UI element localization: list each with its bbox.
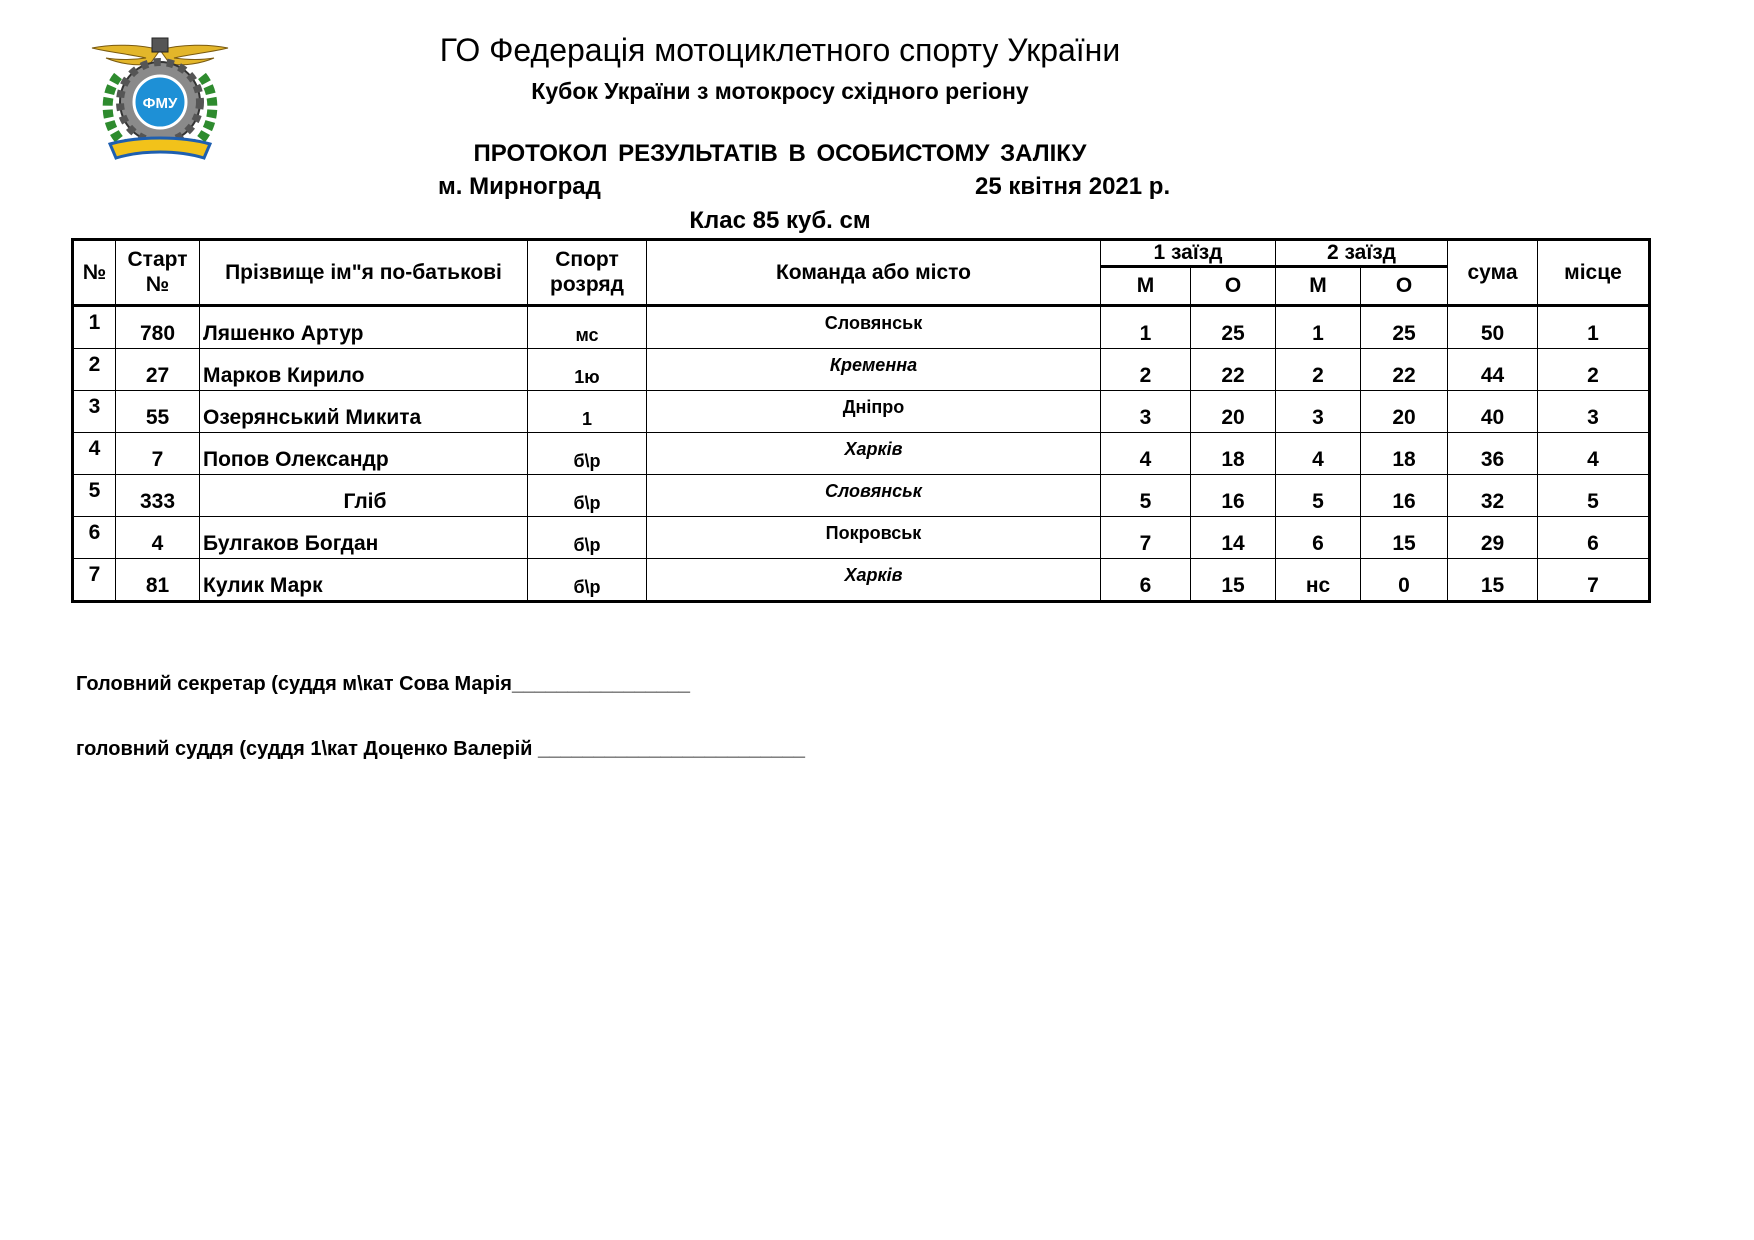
cell-rank: 1ю (528, 349, 647, 391)
cell-start: 55 (116, 391, 200, 433)
cell-run2-m: 5 (1276, 475, 1361, 517)
cell-total: 44 (1448, 349, 1538, 391)
signature-line-chief-judge: головний суддя (суддя 1\кат Доценко Валерій ________________________ (76, 738, 805, 760)
cell-run1-m: 4 (1101, 433, 1191, 475)
protocol-title: ПРОТОКОЛ РЕЗУЛЬТАТІВ В ОСОБИСТОМУ ЗАЛІКУ (473, 140, 1087, 167)
cell-start: 333 (116, 475, 200, 517)
cell-place: 4 (1538, 433, 1650, 475)
cell-total: 15 (1448, 559, 1538, 602)
cell-place: 6 (1538, 517, 1650, 559)
cell-run1-o: 20 (1191, 391, 1276, 433)
cell-run2-m: 3 (1276, 391, 1361, 433)
header-run-2-o: О (1361, 267, 1448, 306)
cell-run2-m: 1 (1276, 306, 1361, 349)
cell-num: 6 (73, 517, 116, 559)
table-body (73, 306, 1650, 602)
header-total: сума (1448, 240, 1538, 306)
cell-run1-o: 25 (1191, 306, 1276, 349)
cell-run1-m: 6 (1101, 559, 1191, 602)
cell-run2-o: 15 (1361, 517, 1448, 559)
event-date: 25 квітня 2021 р. (975, 173, 1171, 200)
cell-rank: б\р (528, 559, 647, 602)
table-row (73, 306, 1650, 349)
cell-num: 4 (73, 433, 116, 475)
event-city: м. Мирноград (438, 173, 601, 200)
header-run-1-o: О (1191, 267, 1276, 306)
cell-start: 780 (116, 306, 200, 349)
cell-team: Кременна (647, 349, 1101, 391)
cup-title: Кубок України з мотокросу східного регіону (531, 78, 1029, 104)
cell-run2-o: 25 (1361, 306, 1448, 349)
cell-name: Марков Кирило (200, 349, 528, 391)
cell-run2-m: 2 (1276, 349, 1361, 391)
cell-run1-m: 7 (1101, 517, 1191, 559)
cell-run2-m: 6 (1276, 517, 1361, 559)
class-title: Клас 85 куб. см (689, 207, 871, 234)
cell-run1-m: 1 (1101, 306, 1191, 349)
cell-team: Харків (647, 559, 1101, 602)
signature-line-secretary: Головний секретар (суддя м\кат Сова Марія________________ (76, 673, 690, 695)
header-team: Команда або місто (647, 240, 1101, 306)
cell-run2-m: 4 (1276, 433, 1361, 475)
cell-place: 3 (1538, 391, 1650, 433)
cell-run1-o: 18 (1191, 433, 1276, 475)
cell-run1-o: 22 (1191, 349, 1276, 391)
cell-name: Булгаков Богдан (200, 517, 528, 559)
cell-place: 5 (1538, 475, 1650, 517)
cell-run1-o: 16 (1191, 475, 1276, 517)
cell-num: 2 (73, 349, 116, 391)
table-row (73, 433, 1650, 475)
table-row (73, 517, 1650, 559)
cell-start: 81 (116, 559, 200, 602)
cell-rank: б\р (528, 433, 647, 475)
cell-start: 27 (116, 349, 200, 391)
cell-run2-o: 22 (1361, 349, 1448, 391)
table-row (73, 559, 1650, 602)
cell-total: 40 (1448, 391, 1538, 433)
organization-title: ГО Федерація мотоциклетного спорту України (439, 32, 1121, 68)
cell-place: 7 (1538, 559, 1650, 602)
cell-run2-o: 16 (1361, 475, 1448, 517)
header-run-2-m: М (1276, 267, 1361, 306)
cell-run1-m: 3 (1101, 391, 1191, 433)
cell-place: 1 (1538, 306, 1650, 349)
cell-total: 32 (1448, 475, 1538, 517)
cell-name: Кулик Марк (200, 559, 528, 602)
cell-place: 2 (1538, 349, 1650, 391)
cell-rank: б\р (528, 517, 647, 559)
cell-total: 36 (1448, 433, 1538, 475)
cell-num: 5 (73, 475, 116, 517)
cell-run2-m: нс (1276, 559, 1361, 602)
cell-num: 3 (73, 391, 116, 433)
cell-rank: б\р (528, 475, 647, 517)
cell-team: Харків (647, 433, 1101, 475)
header-name: Прізвище ім"я по-батькові (200, 240, 528, 306)
cell-team: Словянськ (647, 475, 1101, 517)
emblem-lettering: ФМУ (142, 95, 178, 112)
header-run-1-m: М (1101, 267, 1191, 306)
table-row (73, 475, 1650, 517)
cell-run1-o: 15 (1191, 559, 1276, 602)
table-row (73, 391, 1650, 433)
header-place: місце (1538, 240, 1650, 306)
table-header (73, 240, 1650, 306)
cell-rank: мс (528, 306, 647, 349)
cell-start: 4 (116, 517, 200, 559)
cell-num: 1 (73, 306, 116, 349)
cell-total: 50 (1448, 306, 1538, 349)
cell-name: Ляшенко Артур (200, 306, 528, 349)
cell-num: 7 (73, 559, 116, 602)
header-num: № (73, 240, 116, 306)
cell-team: Словянськ (647, 306, 1101, 349)
cell-run1-m: 5 (1101, 475, 1191, 517)
cell-run1-m: 2 (1101, 349, 1191, 391)
header-run-2: 2 заїзд (1276, 240, 1448, 267)
cell-team: Дніпро (647, 391, 1101, 433)
cell-name: Озерянський Микита (200, 391, 528, 433)
cell-total: 29 (1448, 517, 1538, 559)
table-row (73, 349, 1650, 391)
cell-team: Покровськ (647, 517, 1101, 559)
cell-run1-o: 14 (1191, 517, 1276, 559)
header-rank: Спорт розряд (528, 240, 647, 306)
results-table (71, 238, 1651, 603)
cell-run2-o: 18 (1361, 433, 1448, 475)
cell-name: Гліб (200, 475, 528, 517)
cell-start: 7 (116, 433, 200, 475)
header-run-1: 1 заїзд (1101, 240, 1276, 267)
cell-run2-o: 0 (1361, 559, 1448, 602)
cell-run2-o: 20 (1361, 391, 1448, 433)
cell-name: Попов Олександр (200, 433, 528, 475)
cell-rank: 1 (528, 391, 647, 433)
header-start: Старт № (116, 240, 200, 306)
